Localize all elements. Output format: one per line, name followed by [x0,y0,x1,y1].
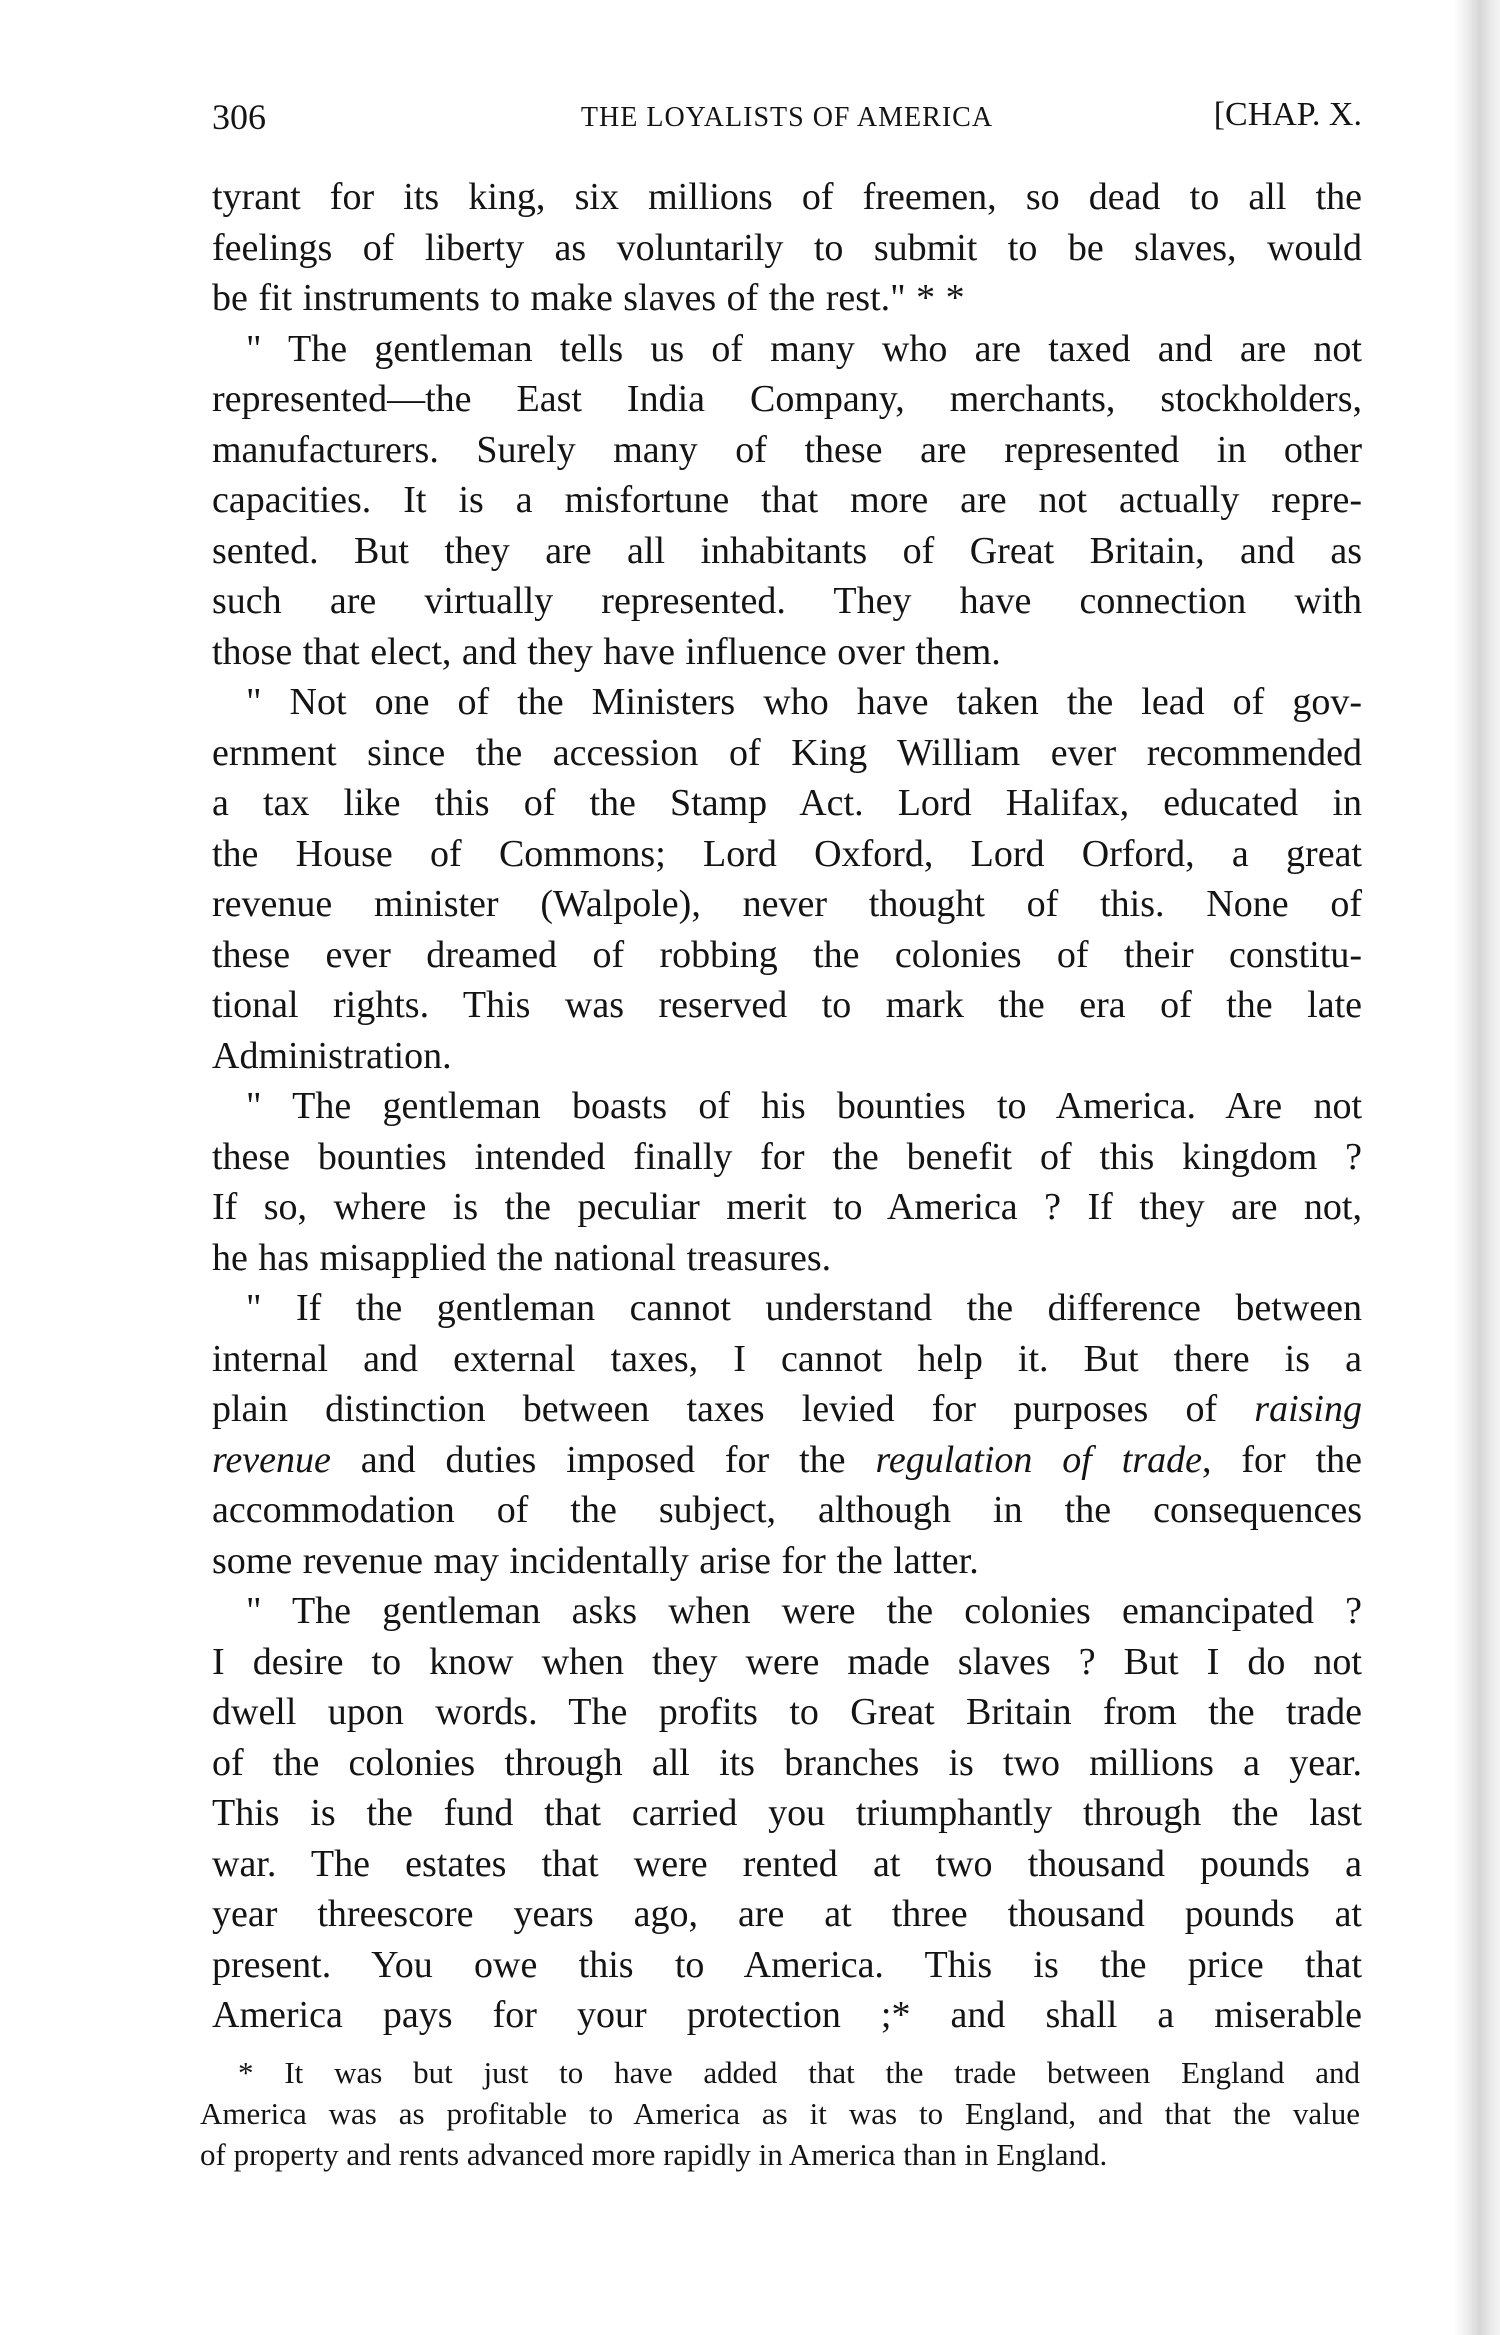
text-line: accommodation of the subject, although in the consequences [212,1489,1362,1531]
footnote-line: America was as profitable to America as it was to England, and that the value [200,2096,1360,2131]
running-title: THE LOYALISTS OF AMERICA [580,102,994,133]
footnote-line: of property and rents advanced more rapidly in America than in England. [200,2137,1108,2172]
footnote-line: * It was but just to have added that the trade between England and [238,2055,1360,2090]
text-line: revenue minister (Walpole), never thought of this. None of [212,883,1362,925]
text-line: such are virtually represented. They have connection with [212,580,1362,622]
text-line: some revenue may incidentally arise for the latter. [212,1539,979,1582]
text-line: I desire to know when they were made slaves ? But I do not [212,1640,1362,1683]
text-line: " The gentleman tells us of many who are taxed and are not [246,327,1362,370]
text-line: war. The estates that were rented at two thousand pounds a [212,1842,1362,1885]
text-line: the House of Commons; Lord Oxford, Lord Orford, a great [212,832,1362,875]
text-line: these bounties intended finally for the benefit of this kingdom ? [212,1135,1362,1178]
running-head [212,96,1362,140]
text-line: capacities. It is a misfortune that more are not actually repre- [212,479,1362,521]
text-line: internal and external taxes, I cannot help it. But there is a [212,1337,1362,1380]
text-line: represented—the East India Company, merchants, stockholders, [212,378,1362,420]
text-line: feelings of liberty as voluntarily to submit to be slaves, would [212,226,1362,269]
text-line: he has misapplied the national treasures. [212,1236,832,1279]
text-segment: and duties imposed for the [330,1438,876,1481]
italic-phrase: revenue [212,1438,331,1481]
text-line: Administration. [212,1034,452,1077]
text-segment: plain distinction between taxes levied for purposes of [212,1388,1255,1430]
text-segment: , for the [1201,1438,1363,1481]
text-line [212,1435,1362,1486]
body-text [212,172,1362,2041]
text-line: " The gentleman boasts of his bounties to America. Are not [246,1085,1362,1127]
footnote [200,2052,1360,2175]
text-line: " Not one of the Ministers who have taken the lead of gov- [246,681,1362,723]
page-number: 306 [212,97,266,137]
text-line: dwell upon words. The profits to Great Britain from the trade [212,1691,1362,1733]
text-line: year threescore years ago, are at three thousand pounds at [212,1893,1362,1935]
text-line: ernment since the accession of King William ever recommended [212,731,1362,774]
page-edge-shadow [1454,0,1500,2335]
text-line: " The gentleman asks when were the colonies emancipated ? [246,1590,1362,1632]
italic-phrase: raising [1254,1388,1362,1430]
text-line [212,1384,1362,1435]
text-line: a tax like this of the Stamp Act. Lord Halifax, educated in [212,782,1362,824]
text-line: This is the fund that carried you triumphantly through the last [212,1792,1362,1834]
text-line: those that elect, and they have influence over them. [212,630,1001,673]
text-line: If so, where is the peculiar merit to America ? If they are not, [212,1186,1362,1228]
text-line: tyrant for its king, six millions of freemen, so dead to all the [212,176,1362,218]
text-line: manufacturers. Surely many of these are represented in other [212,428,1362,471]
text-line: tional rights. This was reserved to mark the era of the late [212,984,1362,1026]
text-line: these ever dreamed of robbing the colonies of their constitu- [212,933,1362,976]
text-line: be fit instruments to make slaves of the rest." * * [212,277,965,319]
text-line: sented. But they are all inhabitants of Great Britain, and as [212,529,1362,572]
text-line: of the colonies through all its branches is two millions a year. [212,1741,1362,1784]
text-line: " If the gentleman cannot understand the difference between [246,1287,1362,1329]
text-line: present. You owe this to America. This is the price that [212,1943,1362,1986]
italic-phrase: regulation of trade [875,1438,1202,1481]
chapter-reference: [CHAP. X. [1213,96,1362,133]
text-line: America pays for your protection ;* and shall a miserable [212,1994,1362,2036]
